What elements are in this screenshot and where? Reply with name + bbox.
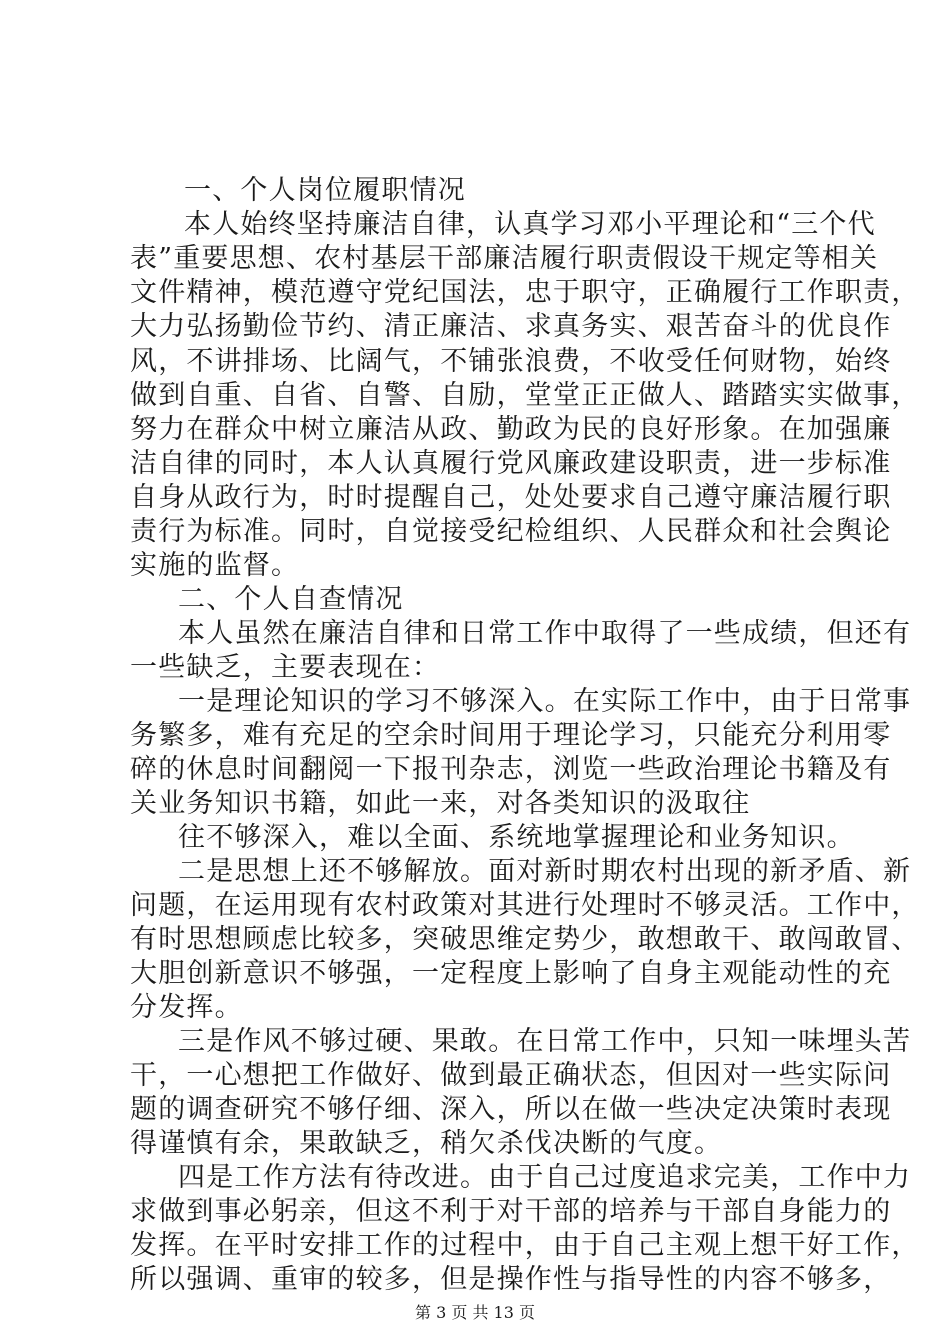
paragraph-line: 责行为标准。同时，自觉接受纪检组织、人民群众和社会舆论 <box>130 516 892 547</box>
paragraph-line: 题的调查研究不够仔细、深入，所以在做一些决定决策时表现 <box>130 1094 892 1125</box>
paragraph-line: 往不够深入，难以全面、系统地掌握理论和业务知识。 <box>178 822 855 853</box>
paragraph-line: 本人虽然在廉洁自律和日常工作中取得了一些成绩，但还有 <box>178 618 912 649</box>
paragraph-line: 分发挥。 <box>130 992 243 1023</box>
paragraph-line: 问题，在运用现有农村政策对其进行处理时不够灵活。工作中， <box>130 890 920 921</box>
paragraph-line: 洁自律的同时，本人认真履行党风廉政建设职责，进一步标准 <box>130 448 892 479</box>
paragraph-line: 实施的监督。 <box>130 550 300 581</box>
paragraph-line: 求做到事必躬亲，但这不利于对干部的培养与干部自身能力的 <box>130 1196 892 1227</box>
paragraph-line: 四是工作方法有待改进。由于自己过度追求完美，工作中力 <box>178 1162 912 1193</box>
page-number-footer: 第 3 页 共 13 页 <box>415 1303 535 1322</box>
paragraph-line: 自身从政行为，时时提醒自己，处处要求自己遵守廉洁履行职 <box>130 482 892 513</box>
paragraph-line: 风，不讲排场、比阔气，不铺张浪费，不收受任何财物，始终 <box>130 346 892 377</box>
paragraph-line: 有时思想顾虑比较多，突破思维定势少，敢想敢干、敢闯敢冒、 <box>130 924 920 955</box>
paragraph-line: 干，一心想把工作做好、做到最正确状态，但因对一些实际问 <box>130 1060 892 1091</box>
paragraph-line: 一是理论知识的学习不够深入。在实际工作中，由于日常事 <box>178 686 912 717</box>
paragraph-line: 表”重要思想、农村基层干部廉洁履行职责假设干规定等相关 <box>130 243 879 274</box>
paragraph-line: 得谨慎有余，果敢缺乏，稍欠杀伐决断的气度。 <box>130 1128 723 1159</box>
paragraph-line: 二是思想上还不够解放。面对新时期农村出现的新矛盾、新 <box>178 856 912 887</box>
paragraph-line: 大胆创新意识不够强，一定程度上影响了自身主观能动性的充 <box>130 958 892 989</box>
paragraph-line: 本人始终坚持廉洁自律，认真学习邓小平理论和“三个代 <box>184 209 876 240</box>
paragraph-line: 一些缺乏，主要表现在： <box>130 652 441 683</box>
paragraph-line: 关业务知识书籍，如此一来，对各类知识的汲取往 <box>130 788 751 819</box>
heading-section-2: 二、个人自查情况 <box>178 584 404 615</box>
paragraph-line: 大力弘扬勤俭节约、清正廉洁、求真务实、艰苦奋斗的优良作 <box>130 311 892 342</box>
paragraph-line: 做到自重、自省、自警、自励，堂堂正正做人、踏踏实实做事， <box>130 380 920 411</box>
paragraph-line: 碎的休息时间翻阅一下报刊杂志，浏览一些政治理论书籍及有 <box>130 754 892 785</box>
heading-section-1: 一、个人岗位履职情况 <box>184 175 466 206</box>
paragraph-line: 文件精神，模范遵守党纪国法，忠于职守，正确履行工作职责， <box>130 277 920 308</box>
paragraph-line: 所以强调、重审的较多，但是操作性与指导性的内容不够多， <box>130 1264 892 1295</box>
paragraph-line: 三是作风不够过硬、果敢。在日常工作中，只知一味埋头苦 <box>178 1026 912 1057</box>
paragraph-line: 努力在群众中树立廉洁从政、勤政为民的良好形象。在加强廉 <box>130 414 892 445</box>
paragraph-line: 务繁多，难有充足的空余时间用于理论学习，只能充分利用零 <box>130 720 892 751</box>
paragraph-line: 发挥。在平时安排工作的过程中，由于自己主观上想干好工作， <box>130 1230 920 1261</box>
